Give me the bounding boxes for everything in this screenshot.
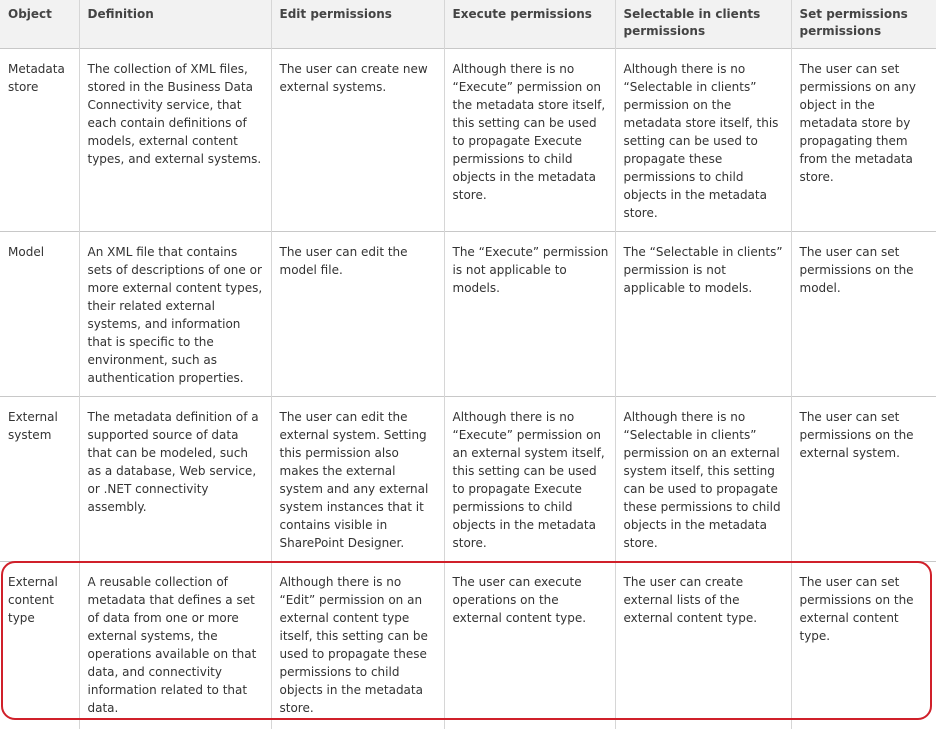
header-set-permissions: Set permissions permissions	[799, 7, 908, 38]
cell-selectable: The user can create external lists of the external content type.	[615, 561, 791, 729]
header-edit-permissions: Edit permissions	[271, 0, 444, 48]
cell-edit: The user can edit the model file.	[271, 231, 444, 396]
cell-edit: The user can edit the external system. Setting this permission also makes the external system and any external system instances that it contains visible in SharePoint Designer.	[271, 396, 444, 561]
cell-selectable: The “Selectable in clients” permission is not applicable to models.	[615, 231, 791, 396]
cell-execute: Although there is no “Execute” permission on an external system itself, this setting can be used to propagate Execute permissions to child objects in the metadata store.	[444, 396, 615, 561]
cell-execute: Although there is no “Execute” permission on the metadata store itself, this setting can be used to propagate Execute permissions to child objects in the metadata store.	[444, 48, 615, 231]
cell-definition: The collection of XML files, stored in the Business Data Connectivity service, that each contain definitions of models, external content types, and external systems.	[79, 48, 271, 231]
table-row	[0, 231, 936, 396]
table-row	[0, 48, 936, 231]
cell-selectable: Although there is no “Selectable in clients” permission on the metadata store itself, this setting can be used to propagate these permissions to child objects in the metadata store.	[615, 48, 791, 231]
cell-object: Metadata store	[0, 48, 79, 231]
cell-definition: A reusable collection of metadata that defines a set of data from one or more external systems, the operations available on that data, and connectivity information related to that data.	[79, 561, 271, 729]
cell-object: External system	[0, 396, 79, 561]
table-row-highlighted	[0, 561, 936, 729]
header-execute-permissions: Execute permissions	[444, 0, 615, 48]
table-header-row	[0, 0, 936, 48]
cell-execute: The user can execute operations on the external content type.	[444, 561, 615, 729]
header-selectable-permissions: Selectable in clients permissions	[615, 0, 791, 48]
cell-selectable: Although there is no “Selectable in clients” permission on an external system itself, this setting can be used to propagate these permissions to child objects in the metadata store.	[615, 396, 791, 561]
header-definition: Definition	[79, 0, 271, 48]
cell-object: Model	[0, 231, 79, 396]
cell-set-permissions: The user can set permissions on the external content type.	[799, 574, 914, 643]
cell-edit: The user can create new external systems.	[271, 48, 444, 231]
cell-edit: Although there is no “Edit” permission on an external content type itself, this setting can be used to propagate these permissions to child objects in the metadata store.	[271, 561, 444, 729]
table-row	[0, 396, 936, 561]
header-object: Object	[0, 0, 79, 48]
cell-definition: An XML file that contains sets of descriptions of one or more external content types, their related external systems, and information that is specific to the environment, such as authentication properties.	[79, 231, 271, 396]
cell-set-permissions: The user can set permissions on the external system.	[799, 409, 914, 460]
cell-object: External content type	[0, 561, 79, 729]
cell-execute: The “Execute” permission is not applicable to models.	[444, 231, 615, 396]
cell-set-permissions: The user can set permissions on the model.	[799, 244, 914, 295]
cell-set-permissions: The user can set permissions on any object in the metadata store by propagating them from the metadata store.	[799, 61, 916, 184]
cell-definition: The metadata definition of a supported source of data that can be modeled, such as a database, Web service, or .NET connectivity assembly.	[79, 396, 271, 561]
